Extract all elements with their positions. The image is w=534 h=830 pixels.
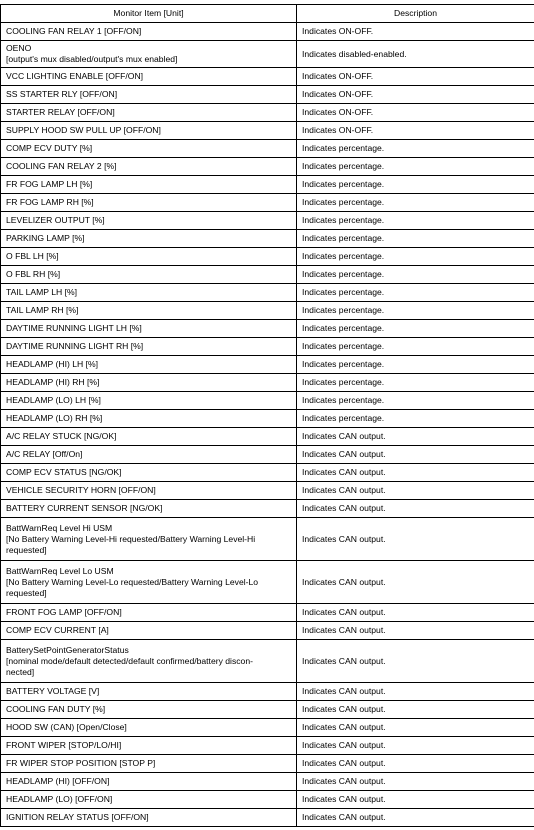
- monitor-item-line: HEADLAMP (HI) LH [%]: [6, 359, 99, 369]
- monitor-item-line: FRONT WIPER [STOP/LO/HI]: [6, 740, 122, 750]
- monitor-item-cell: [1, 140, 297, 158]
- table-row: [1, 230, 534, 248]
- monitor-item-cell: [1, 737, 297, 755]
- monitor-item-line: COOLING FAN RELAY 2 [%]: [6, 161, 117, 171]
- monitor-item-cell: [1, 356, 297, 374]
- monitor-item-line: FR WIPER STOP POSITION [STOP P]: [6, 758, 156, 768]
- monitor-item-cell: [1, 41, 297, 68]
- monitor-item-line: [nominal mode/default detected/default confirmed/battery discon-: [6, 655, 253, 666]
- description-cell: Indicates CAN output.: [297, 482, 534, 500]
- description-cell: Indicates CAN output.: [297, 446, 534, 464]
- monitor-item-cell: [1, 640, 297, 683]
- monitor-item-line: FR FOG LAMP LH [%]: [6, 179, 93, 189]
- monitor-item-cell: [1, 122, 297, 140]
- description-cell: Indicates CAN output.: [297, 622, 534, 640]
- table-row: [1, 284, 534, 302]
- monitor-item-cell: [1, 791, 297, 809]
- description-cell: Indicates percentage.: [297, 176, 534, 194]
- monitor-item-cell: [1, 701, 297, 719]
- monitor-item-cell: [1, 194, 297, 212]
- monitor-item-cell: [1, 212, 297, 230]
- table-row: [1, 266, 534, 284]
- monitor-item-cell: [1, 464, 297, 482]
- monitor-item-cell: [1, 622, 297, 640]
- description-cell: Indicates percentage.: [297, 374, 534, 392]
- monitor-item-line: BattWarnReq Level Hi USM: [6, 522, 113, 533]
- monitor-item-cell: [1, 302, 297, 320]
- monitor-item-cell: [1, 500, 297, 518]
- table-row: [1, 194, 534, 212]
- header-monitor-item: Monitor Item [Unit]: [1, 5, 297, 23]
- description-cell: Indicates ON-OFF.: [297, 122, 534, 140]
- monitor-item-line: HEADLAMP (HI) RH [%]: [6, 377, 100, 387]
- monitor-item-cell: [1, 561, 297, 604]
- monitor-item-line: O FBL LH [%]: [6, 251, 59, 261]
- monitor-item-cell: [1, 104, 297, 122]
- monitor-item-line: COMP ECV DUTY [%]: [6, 143, 93, 153]
- monitor-item-line: STARTER RELAY [OFF/ON]: [6, 107, 115, 117]
- table-row: [1, 428, 534, 446]
- table-row: [1, 446, 534, 464]
- monitor-item-cell: [1, 392, 297, 410]
- monitor-item-cell: [1, 755, 297, 773]
- monitor-item-cell: [1, 410, 297, 428]
- table-row: [1, 701, 534, 719]
- monitor-item-line: COOLING FAN DUTY [%]: [6, 704, 106, 714]
- description-cell: Indicates ON-OFF.: [297, 104, 534, 122]
- table-row: [1, 809, 534, 827]
- description-cell: Indicates CAN output.: [297, 737, 534, 755]
- monitor-item-cell: [1, 604, 297, 622]
- description-cell: Indicates percentage.: [297, 212, 534, 230]
- table-row: [1, 640, 534, 683]
- table-row: [1, 482, 534, 500]
- description-cell: Indicates CAN output.: [297, 755, 534, 773]
- table-row: [1, 604, 534, 622]
- monitor-item-cell: [1, 446, 297, 464]
- monitor-item-line: nected]: [6, 666, 35, 677]
- description-cell: Indicates ON-OFF.: [297, 23, 534, 41]
- monitor-item-line: COMP ECV STATUS [NG/OK]: [6, 467, 122, 477]
- monitor-item-line: HEADLAMP (LO) RH [%]: [6, 413, 103, 423]
- table-row: [1, 755, 534, 773]
- description-cell: Indicates percentage.: [297, 194, 534, 212]
- monitor-item-line: HEADLAMP (LO) LH [%]: [6, 395, 101, 405]
- monitor-item-cell: [1, 284, 297, 302]
- description-cell: Indicates percentage.: [297, 338, 534, 356]
- table-row: [1, 176, 534, 194]
- table-row: [1, 86, 534, 104]
- monitor-item-cell: [1, 683, 297, 701]
- table-row: [1, 68, 534, 86]
- monitor-item-line: A/C RELAY STUCK [NG/OK]: [6, 431, 117, 441]
- description-cell: Indicates percentage.: [297, 230, 534, 248]
- description-cell: Indicates CAN output.: [297, 428, 534, 446]
- monitor-item-table: [0, 4, 534, 827]
- monitor-item-line: SS STARTER RLY [OFF/ON]: [6, 89, 118, 99]
- monitor-item-line: requested]: [6, 587, 47, 598]
- description-cell: Indicates CAN output.: [297, 604, 534, 622]
- monitor-item-line: BatterySetPointGeneratorStatus: [6, 644, 129, 655]
- monitor-item-line: TAIL LAMP RH [%]: [6, 305, 79, 315]
- monitor-item-cell: [1, 248, 297, 266]
- description-cell: Indicates CAN output.: [297, 640, 534, 683]
- table-row: [1, 410, 534, 428]
- table-row: [1, 791, 534, 809]
- monitor-item-line: HEADLAMP (HI) [OFF/ON]: [6, 776, 110, 786]
- table-row: [1, 622, 534, 640]
- monitor-item-cell: [1, 68, 297, 86]
- monitor-item-cell: [1, 518, 297, 561]
- description-cell: Indicates ON-OFF.: [297, 68, 534, 86]
- table-row: [1, 23, 534, 41]
- monitor-item-line: SUPPLY HOOD SW PULL UP [OFF/ON]: [6, 125, 161, 135]
- monitor-item-line: [No Battery Warning Level-Lo requested/Battery Warning Level-Lo: [6, 576, 259, 587]
- description-cell: Indicates CAN output.: [297, 561, 534, 604]
- description-cell: Indicates disabled-enabled.: [297, 41, 534, 68]
- table-row: [1, 773, 534, 791]
- monitor-item-line: COOLING FAN RELAY 1 [OFF/ON]: [6, 26, 142, 36]
- table-row: [1, 683, 534, 701]
- table-row: [1, 338, 534, 356]
- monitor-item-line: requested]: [6, 544, 47, 555]
- monitor-item-cell: [1, 158, 297, 176]
- monitor-item-cell: [1, 773, 297, 791]
- monitor-item-line: [output's mux disabled/output's mux enabled]: [6, 54, 178, 64]
- table-row: [1, 248, 534, 266]
- description-cell: Indicates percentage.: [297, 302, 534, 320]
- description-cell: Indicates percentage.: [297, 158, 534, 176]
- monitor-item-line: FR FOG LAMP RH [%]: [6, 197, 94, 207]
- table-header-row: [1, 5, 534, 23]
- monitor-item-line: VCC LIGHTING ENABLE [OFF/ON]: [6, 71, 144, 81]
- description-cell: Indicates percentage.: [297, 392, 534, 410]
- monitor-item-cell: [1, 338, 297, 356]
- description-cell: Indicates CAN output.: [297, 518, 534, 561]
- monitor-item-line: IGNITION RELAY STATUS [OFF/ON]: [6, 812, 149, 822]
- description-cell: Indicates percentage.: [297, 140, 534, 158]
- monitor-item-line: HOOD SW (CAN) [Open/Close]: [6, 722, 127, 732]
- table-body: [1, 23, 534, 827]
- monitor-item-line: LEVELIZER OUTPUT [%]: [6, 215, 105, 225]
- description-cell: Indicates percentage.: [297, 248, 534, 266]
- monitor-item-line: FRONT FOG LAMP [OFF/ON]: [6, 607, 122, 617]
- monitor-item-line: [No Battery Warning Level-Hi requested/Battery Warning Level-Hi: [6, 533, 256, 544]
- monitor-item-cell: [1, 719, 297, 737]
- table-row: [1, 392, 534, 410]
- description-cell: Indicates CAN output.: [297, 809, 534, 827]
- header-description: Description: [297, 5, 534, 23]
- table-row: [1, 356, 534, 374]
- table-row: [1, 41, 534, 68]
- monitor-item-line: O FBL RH [%]: [6, 269, 61, 279]
- table-row: [1, 212, 534, 230]
- monitor-item-line: DAYTIME RUNNING LIGHT RH [%]: [6, 341, 144, 351]
- description-cell: Indicates CAN output.: [297, 701, 534, 719]
- description-cell: Indicates percentage.: [297, 320, 534, 338]
- monitor-item-cell: [1, 809, 297, 827]
- table-row: [1, 140, 534, 158]
- table-row: [1, 561, 534, 604]
- monitor-item-line: VEHICLE SECURITY HORN [OFF/ON]: [6, 485, 156, 495]
- table-row: [1, 500, 534, 518]
- description-cell: Indicates percentage.: [297, 356, 534, 374]
- table-row: [1, 302, 534, 320]
- table-row: [1, 104, 534, 122]
- description-cell: Indicates percentage.: [297, 266, 534, 284]
- description-cell: Indicates ON-OFF.: [297, 86, 534, 104]
- description-cell: Indicates CAN output.: [297, 683, 534, 701]
- table-row: [1, 122, 534, 140]
- description-cell: Indicates percentage.: [297, 284, 534, 302]
- monitor-item-line: BattWarnReq Level Lo USM: [6, 565, 114, 576]
- table-row: [1, 158, 534, 176]
- monitor-item-cell: [1, 86, 297, 104]
- description-cell: Indicates CAN output.: [297, 464, 534, 482]
- monitor-item-cell: [1, 176, 297, 194]
- monitor-item-line: HEADLAMP (LO) [OFF/ON]: [6, 794, 113, 804]
- monitor-item-line: OENO: [6, 43, 32, 53]
- description-cell: Indicates CAN output.: [297, 719, 534, 737]
- description-cell: Indicates CAN output.: [297, 773, 534, 791]
- monitor-item-line: BATTERY CURRENT SENSOR [NG/OK]: [6, 503, 163, 513]
- monitor-item-line: TAIL LAMP LH [%]: [6, 287, 78, 297]
- table-row: [1, 374, 534, 392]
- table-row: [1, 518, 534, 561]
- monitor-item-cell: [1, 23, 297, 41]
- monitor-item-line: A/C RELAY [Off/On]: [6, 449, 83, 459]
- monitor-item-line: COMP ECV CURRENT [A]: [6, 625, 109, 635]
- monitor-item-line: DAYTIME RUNNING LIGHT LH [%]: [6, 323, 142, 333]
- monitor-item-cell: [1, 428, 297, 446]
- monitor-item-line: BATTERY VOLTAGE [V]: [6, 686, 100, 696]
- description-cell: Indicates CAN output.: [297, 500, 534, 518]
- monitor-item-cell: [1, 230, 297, 248]
- monitor-item-cell: [1, 266, 297, 284]
- monitor-item-cell: [1, 482, 297, 500]
- table-row: [1, 719, 534, 737]
- description-cell: Indicates CAN output.: [297, 791, 534, 809]
- table-row: [1, 464, 534, 482]
- description-cell: Indicates percentage.: [297, 410, 534, 428]
- monitor-item-cell: [1, 320, 297, 338]
- monitor-item-cell: [1, 374, 297, 392]
- table-row: [1, 320, 534, 338]
- monitor-item-line: PARKING LAMP [%]: [6, 233, 85, 243]
- table-row: [1, 737, 534, 755]
